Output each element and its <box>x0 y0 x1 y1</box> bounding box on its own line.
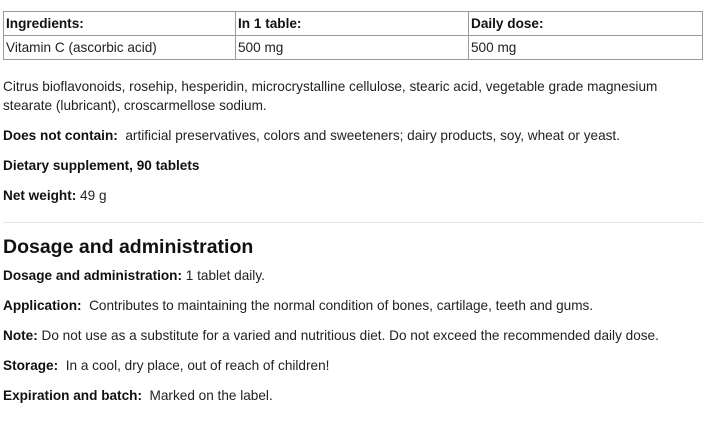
per-tablet-cell: 500 mg <box>236 36 469 60</box>
does-not-contain <box>3 126 703 145</box>
note-label: Note: <box>3 328 38 343</box>
section-divider <box>3 222 703 223</box>
header-per-tablet: In 1 table: <box>236 12 469 36</box>
daily-dose-cell: 500 mg <box>469 36 703 60</box>
dosage-line <box>3 266 703 285</box>
application-line <box>3 296 703 315</box>
expiration-line <box>3 386 703 405</box>
net-weight-value: 49 g <box>80 188 107 203</box>
application-label: Application: <box>3 298 82 313</box>
does-not-contain-label: Does not contain: <box>3 128 118 143</box>
storage-value: In a cool, dry place, out of reach of children! <box>65 358 330 373</box>
product-info <box>3 11 703 405</box>
product-line <box>3 156 703 175</box>
application-value: Contributes to maintaining the normal condition of bones, cartilage, teeth and gums. <box>89 298 594 313</box>
expiration-label: Expiration and batch: <box>3 388 142 403</box>
expiration-value: Marked on the label. <box>149 388 273 403</box>
ingredients-description: Citrus bioflavonoids, rosehip, hesperidin, microcrystalline cellulose, stearic acid, vegetable grade magnesium stearate (lubricant), croscarmellose sodium. <box>3 79 658 113</box>
storage-line <box>3 356 703 375</box>
note-line <box>3 326 703 345</box>
note-value: Do not use as a substitute for a varied and nutritious diet. Do not exceed the recommended daily dose. <box>41 328 659 343</box>
product-line-text: Dietary supplement, 90 tablets <box>3 158 200 173</box>
storage-label: Storage: <box>3 358 59 373</box>
table-row <box>4 36 703 60</box>
table-header-row <box>4 12 703 36</box>
ingredient-name-cell: Vitamin C (ascorbic acid) <box>4 36 236 60</box>
dosage-value: 1 tablet daily. <box>185 268 265 283</box>
ingredients-table <box>3 11 703 60</box>
net-weight-label: Net weight: <box>3 188 77 203</box>
dosage-label: Dosage and administration: <box>3 268 183 283</box>
header-ingredients: Ingredients: <box>4 12 236 36</box>
does-not-contain-value: artificial preservatives, colors and sweeteners; dairy products, soy, wheat or yeast. <box>125 128 620 143</box>
net-weight <box>3 186 703 205</box>
section-heading: Dosage and administration <box>3 236 254 258</box>
header-daily-dose: Daily dose: <box>469 12 703 36</box>
